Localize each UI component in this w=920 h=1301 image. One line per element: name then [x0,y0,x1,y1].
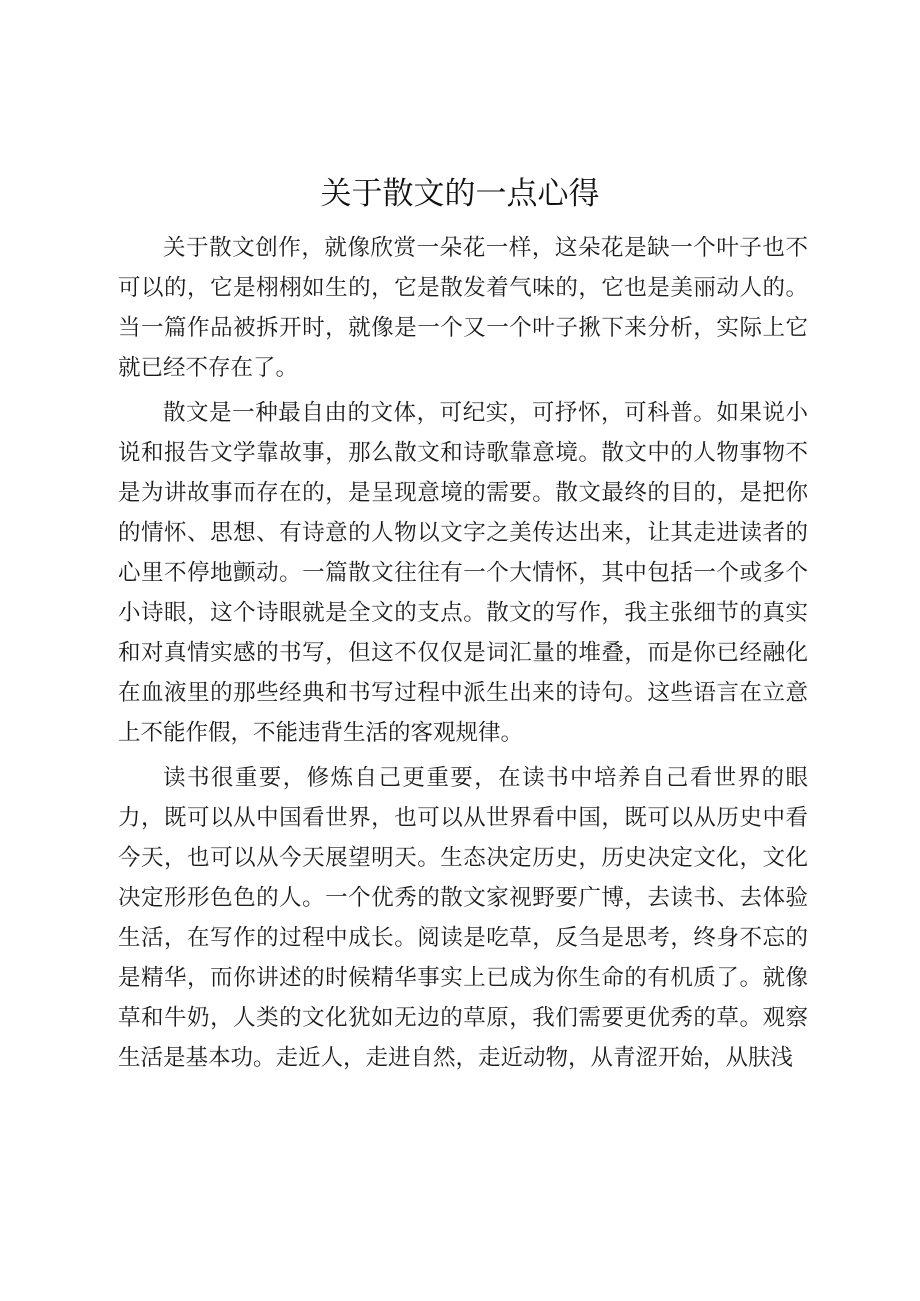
document-body [118,228,808,1078]
paragraph-2: 散文是一种最自由的文体，可纪实，可抒怀，可科普。如果说小说和报告文学靠故事，那么散文和诗歌靠意境。散文中的人物事物不是为讲故事而存在的，是呈现意境的需要。散文最终的目的，是把你的情怀、思想、有诗意的人物以文字之美传达出来，让其走进读者的心里不停地颤动。一篇散文往往有一个大情怀，其中包括一个或多个小诗眼，这个诗眼就是全文的支点。散文的写作，我主张细节的真实和对真情实感的书写，但这不仅仅是词汇量的堆叠，而是你已经融化在血液里的那些经典和书写过程中派生出来的诗句。这些语言在立意上不能作假，不能违背生活的客观规律。 [118,400,808,746]
paragraph-3: 读书很重要，修炼自己更重要，在读书中培养自己看世界的眼力，既可以从中国看世界，也可以从世界看中国，既可以从历史中看今天，也可以从今天展望明天。生态决定历史，历史决定文化，文化决定形形色色的人。一个优秀的散文家视野要广博，去读书、去体验生活，在写作的过程中成长。阅读是吃草，反刍是思考，终身不忘的是精华，而你讲述的时候精华事实上已成为你生命的有机质了。就像草和牛奶，人类的文化犹如无边的草原，我们需要更优秀的草。观察生活是基本功。走近人，走进自然，走近动物，从青涩开始，从肤浅 [118,765,808,1071]
document-title: 关于散文的一点心得 [320,176,600,212]
paragraph-1: 关于散文创作，就像欣赏一朵花一样，这朵花是缺一个叶子也不可以的，它是栩栩如生的，它是散发着气味的，它也是美丽动人的。当一篇作品被拆开时，就像是一个又一个叶子揪下来分析，实际上它就已经不存在了。 [118,235,808,381]
